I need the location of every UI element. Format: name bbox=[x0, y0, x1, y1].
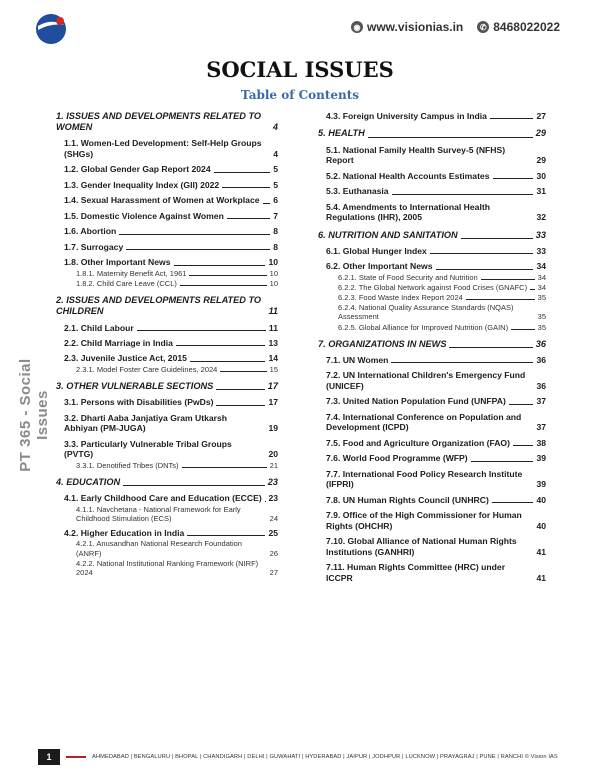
toc-entry-page: 11 bbox=[268, 306, 278, 317]
side-label: PT 365 - Social Issues bbox=[17, 358, 51, 472]
toc-leader-line bbox=[430, 253, 534, 254]
toc-entry-page: 8 bbox=[273, 241, 278, 252]
toc-entry-title: 6.2.2. The Global Network against Food Crises (GNAFC) bbox=[338, 282, 528, 292]
toc-entry[interactable] bbox=[318, 128, 546, 139]
contact-info bbox=[351, 20, 560, 34]
toc-entry[interactable] bbox=[318, 111, 546, 121]
toc-entry[interactable] bbox=[56, 397, 278, 407]
toc-entry-page: 33 bbox=[536, 245, 546, 256]
toc-entry[interactable] bbox=[318, 412, 546, 433]
toc-entry-title: 1.4. Sexual Harassment of Women at Workplace bbox=[64, 195, 260, 206]
toc-leader-line bbox=[174, 265, 266, 266]
toc-entry[interactable] bbox=[56, 111, 278, 133]
toc-leader-line bbox=[391, 362, 533, 363]
toc-entry[interactable] bbox=[318, 396, 546, 406]
toc-entry[interactable] bbox=[56, 477, 278, 488]
toc-entry[interactable] bbox=[318, 370, 546, 391]
toc-entry-title: 1.8.2. Child Care Leave (CCL) bbox=[76, 278, 177, 288]
toc-entry[interactable] bbox=[318, 510, 546, 531]
toc-entry-title: 1.6. Abortion bbox=[64, 226, 117, 237]
toc-leader-line bbox=[214, 172, 271, 173]
toc-entry-page: 17 bbox=[268, 397, 278, 408]
toc-entry-page: 38 bbox=[536, 437, 546, 448]
toc-entry-page: 21 bbox=[269, 460, 278, 470]
toc-entry-page: 7 bbox=[273, 210, 278, 221]
toc-entry-title: 4. EDUCATION bbox=[56, 476, 121, 487]
toc-entry-title: 7.2. UN International Children's Emergency Fund (UNICEF) bbox=[326, 370, 526, 391]
toc-entry-page: 6 bbox=[273, 195, 278, 206]
toc-entry[interactable] bbox=[318, 186, 546, 196]
toc-entry[interactable] bbox=[56, 461, 278, 470]
toc-entry-title: 1. ISSUES AND DEVELOPMENTS RELATED TO WOMEN bbox=[56, 111, 262, 133]
toc-leader-line bbox=[182, 467, 267, 468]
toc-entry[interactable] bbox=[318, 355, 546, 365]
toc-entry-title: 3. OTHER VULNERABLE SECTIONS bbox=[56, 381, 214, 392]
cities-text: AHMEDABAD | BENGALURU | BHOPAL | CHANDIGARH | DELHI | GUWAHATI | HYDERABAD | JAIPUR | JODHPUR | LUCKNOW | PRAYAGRAJ | PUNE | RANCHI bbox=[92, 754, 524, 760]
toc-entry-page: 32 bbox=[536, 212, 546, 223]
toc-leader-line bbox=[180, 285, 267, 286]
toc-entry-title: 6.2.3. Food Waste Index Report 2024 bbox=[338, 293, 463, 303]
toc-entry[interactable] bbox=[318, 246, 546, 256]
toc-entry-title: 1.7. Surrogacy bbox=[64, 241, 124, 252]
toc-entry[interactable] bbox=[318, 495, 546, 505]
toc-entry-title: 7.9. Office of the High Commissioner for Human Rights (OHCHR) bbox=[326, 510, 522, 531]
toc-entry[interactable] bbox=[56, 257, 278, 267]
toc-entry-title: 7.1. UN Women bbox=[326, 354, 389, 365]
toc-entry-page: 40 bbox=[536, 520, 546, 531]
toc-entry[interactable] bbox=[56, 381, 278, 392]
toc-entry[interactable] bbox=[318, 536, 546, 557]
toc-entry[interactable] bbox=[56, 295, 278, 317]
footer-cities bbox=[92, 754, 558, 760]
toc-entry-title: 6.1. Global Hunger Index bbox=[326, 245, 427, 256]
toc-entry-page: 39 bbox=[536, 479, 546, 490]
phone-icon: ✆ bbox=[477, 21, 489, 33]
page-title: SOCIAL ISSUES bbox=[206, 57, 394, 82]
toc-entry[interactable] bbox=[318, 469, 546, 490]
toc-leader-line bbox=[481, 279, 535, 280]
toc-entry[interactable] bbox=[56, 242, 278, 252]
toc-entry[interactable] bbox=[56, 559, 278, 577]
toc-entry[interactable] bbox=[56, 505, 278, 523]
footer-brand: © Vision IAS bbox=[524, 754, 558, 760]
toc-entry[interactable] bbox=[318, 562, 546, 583]
toc-leader-line bbox=[220, 371, 266, 372]
toc-right-column bbox=[318, 111, 546, 583]
toc-entry-title: 6. NUTRITION AND SANITATION bbox=[318, 229, 458, 240]
toc-entry[interactable] bbox=[56, 493, 278, 503]
toc-leader-line bbox=[392, 194, 534, 195]
toc-leader-line bbox=[137, 330, 266, 331]
toc-leader-line bbox=[530, 289, 535, 290]
toc-entry-page: 24 bbox=[269, 513, 278, 523]
page-footer bbox=[38, 748, 568, 766]
toc-entry-page: 39 bbox=[536, 453, 546, 464]
toc-entry[interactable] bbox=[318, 202, 546, 223]
toc-entry[interactable] bbox=[56, 365, 278, 374]
toc-entry-title: 7.6. World Food Programme (WFP) bbox=[326, 453, 468, 464]
toc-entry[interactable] bbox=[318, 453, 546, 463]
toc-entry-title: 3.3.1. Denotified Tribes (DNTs) bbox=[76, 460, 179, 470]
toc-entry-page: 41 bbox=[536, 546, 546, 557]
toc-leader-line bbox=[187, 535, 265, 536]
vision-ias-logo-icon bbox=[34, 12, 68, 46]
phone-item bbox=[477, 20, 560, 34]
toc-entry-title: 7. ORGANIZATIONS IN NEWS bbox=[318, 338, 447, 349]
toc-entry-title: 6.2.1. State of Food Security and Nutrition bbox=[338, 272, 478, 282]
toc-entry-title: 1.5. Domestic Violence Against Women bbox=[64, 210, 224, 221]
toc-entry-title: 3.3. Particularly Vulnerable Tribal Groups (PVTG) bbox=[64, 438, 232, 460]
website-item bbox=[351, 20, 463, 34]
toc-leader-line bbox=[509, 404, 534, 405]
toc-entry-title: 5.3. Euthanasia bbox=[326, 186, 389, 197]
toc-entry[interactable] bbox=[318, 171, 546, 181]
toc-entry-title: 1.2. Global Gender Gap Report 2024 bbox=[64, 164, 211, 175]
toc-leader-line bbox=[176, 345, 266, 346]
toc-leader-line bbox=[123, 485, 265, 486]
toc-entry-page: 30 bbox=[536, 170, 546, 181]
toc-entry-page: 19 bbox=[268, 423, 278, 434]
toc-entry-title: 4.2.1. Anusandhan National Research Foundation (ANRF) bbox=[76, 539, 242, 558]
toc-entry-page: 41 bbox=[536, 572, 546, 583]
toc-entry-page: 5 bbox=[273, 179, 278, 190]
toc-entry-title: 3.2. Dharti Aaba Janjatiya Gram Utkarsh Abhiyan (PM-JUGA) bbox=[64, 412, 228, 434]
toc-entry-title: 5.2. National Health Accounts Estimates bbox=[326, 170, 490, 181]
toc-leader-line bbox=[493, 178, 534, 179]
toc-subtitle: Table of Contents bbox=[240, 88, 360, 102]
toc-leader-line bbox=[222, 187, 270, 188]
toc-leader-line bbox=[227, 218, 270, 219]
toc-entry[interactable] bbox=[318, 145, 546, 166]
toc-entry-page: 29 bbox=[535, 128, 546, 139]
toc-entry[interactable] bbox=[318, 438, 546, 448]
toc-entry-title: 1.8. Other Important News bbox=[64, 257, 171, 268]
toc-entry[interactable] bbox=[56, 353, 278, 363]
toc-entry-title: 7.10. Global Alliance of National Human Rights Institutions (GANHRI) bbox=[326, 536, 517, 557]
toc-entry-title: 7.3. United Nation Population Fund (UNFPA) bbox=[326, 396, 506, 407]
toc-leader-line bbox=[471, 461, 534, 462]
toc-entry[interactable] bbox=[56, 195, 278, 205]
toc-entry[interactable] bbox=[56, 279, 278, 288]
toc-leader-line bbox=[190, 361, 266, 362]
toc-entry-title: 2. ISSUES AND DEVELOPMENTS RELATED TO CHILDREN bbox=[56, 295, 262, 317]
toc-entry[interactable] bbox=[56, 226, 278, 236]
toc-entry-page: 34 bbox=[537, 272, 546, 282]
toc-entry-title: 4.1. Early Childhood Care and Education (ECCE) bbox=[64, 493, 262, 504]
toc-entry[interactable] bbox=[56, 138, 278, 159]
toc-leader-line bbox=[216, 389, 265, 390]
toc-entry-page: 36 bbox=[535, 338, 546, 349]
toc-entry-page: 40 bbox=[536, 494, 546, 505]
toc-entry-title: 1.3. Gender Inequality Index (GII) 2022 bbox=[64, 179, 220, 190]
toc-entry-page: 10 bbox=[269, 268, 278, 278]
phone-text: 8468022022 bbox=[493, 20, 560, 34]
toc-entry-page: 4 bbox=[272, 122, 278, 133]
toc-entry-page: 27 bbox=[269, 567, 278, 577]
toc-entry-page: 13 bbox=[268, 338, 278, 348]
toc-entry-page: 8 bbox=[273, 226, 278, 237]
toc-entry-page: 31 bbox=[536, 186, 546, 197]
toc-entry-title: 2.3.1. Model Foster Care Guidelines, 2024 bbox=[76, 364, 218, 374]
toc-entry-title: 2.1. Child Labour bbox=[64, 322, 134, 333]
toc-entry-page: 29 bbox=[536, 155, 546, 166]
toc-entry[interactable] bbox=[318, 323, 546, 332]
toc-entry-title: 7.11. Human Rights Committee (HRC) under ICCPR bbox=[326, 562, 506, 583]
toc-entry-title: 4.3. Foreign University Campus in India bbox=[326, 111, 487, 121]
toc-leader-line bbox=[216, 405, 265, 406]
toc-entry[interactable] bbox=[56, 338, 278, 348]
toc-entry-page: 27 bbox=[536, 111, 546, 121]
toc-leader-line bbox=[461, 238, 533, 239]
toc-entry-page: 35 bbox=[537, 322, 546, 332]
toc-entry-title: 4.1.1. Navchetana - National Framework for Early Childhood Stimulation (ECS) bbox=[76, 504, 241, 523]
toc-entry[interactable] bbox=[318, 261, 546, 271]
toc-entry-page: 35 bbox=[537, 312, 546, 322]
toc-entry[interactable] bbox=[56, 439, 278, 460]
toc-entry-page: 14 bbox=[268, 353, 278, 364]
page-number: 1 bbox=[38, 749, 60, 765]
toc-entry-title: 6.2.4. National Quality Assurance Standards (NQAS) Assessment bbox=[338, 303, 514, 322]
toc-entry-page: 37 bbox=[536, 422, 546, 433]
toc-entry[interactable] bbox=[56, 180, 278, 190]
toc-entry-title: 3.1. Persons with Disabilities (PwDs) bbox=[64, 397, 214, 408]
toc-entry-title: 7.8. UN Human Rights Council (UNHRC) bbox=[326, 494, 489, 505]
toc-entry-title: 2.2. Child Marriage in India bbox=[64, 338, 173, 348]
toc-leader-line bbox=[466, 299, 535, 300]
toc-entry-page: 10 bbox=[269, 278, 278, 288]
toc-leader-line bbox=[126, 249, 270, 250]
toc-left-column bbox=[56, 111, 278, 578]
toc-entry-title: 7.7. International Food Policy Research Institute (IFPRI) bbox=[326, 468, 523, 490]
toc-leader-line bbox=[513, 445, 533, 446]
toc-entry[interactable] bbox=[318, 273, 546, 282]
toc-entry-page: 23 bbox=[267, 476, 278, 487]
toc-leader-line bbox=[119, 234, 270, 235]
footer-divider bbox=[66, 756, 86, 758]
toc-entry-page: 17 bbox=[267, 381, 278, 392]
toc-entry[interactable] bbox=[56, 323, 278, 333]
toc-entry-title: 2.3. Juvenile Justice Act, 2015 bbox=[64, 353, 187, 364]
toc-entry-title: 1.1. Women-Led Development: Self-Help Groups (SHGs) bbox=[64, 138, 262, 159]
toc-entry-page: 36 bbox=[536, 380, 546, 391]
toc-entry-title: 5. HEALTH bbox=[318, 128, 365, 139]
toc-entry[interactable] bbox=[318, 293, 546, 302]
toc-leader-line bbox=[368, 137, 533, 138]
toc-entry-page: 26 bbox=[269, 548, 278, 558]
toc-entry-page: 15 bbox=[269, 364, 278, 374]
toc-entry-page: 34 bbox=[536, 261, 546, 272]
toc-entry-title: 6.2. Other Important News bbox=[326, 261, 433, 272]
website-text[interactable]: www.visionias.in bbox=[367, 20, 464, 34]
toc-entry-title: 7.5. Food and Agriculture Organization (FAO) bbox=[326, 437, 510, 448]
toc-entry[interactable] bbox=[318, 339, 546, 350]
toc-leader-line bbox=[511, 329, 535, 330]
toc-entry-title: 4.2.2. National Institutional Ranking Framework (NIRF) 2024 bbox=[76, 558, 259, 577]
toc-entry[interactable] bbox=[56, 164, 278, 174]
toc-entry[interactable] bbox=[56, 539, 278, 557]
toc-entry[interactable] bbox=[318, 303, 546, 321]
toc-leader-line bbox=[492, 502, 534, 503]
toc-leader-line bbox=[449, 347, 532, 348]
page-header bbox=[0, 6, 600, 46]
toc-entry-title: 1.8.1. Maternity Benefit Act, 1961 bbox=[76, 268, 187, 278]
toc-entry-title: 5.1. National Family Health Survey-5 (NFHS) Report bbox=[326, 144, 506, 166]
toc-entry-page: 11 bbox=[268, 322, 278, 333]
toc-entry-page: 36 bbox=[536, 354, 546, 365]
toc-leader-line bbox=[265, 501, 266, 502]
toc-entry-title: 6.2.5. Global Alliance for Improved Nutrition (GAIN) bbox=[338, 322, 509, 332]
toc-entry-page: 10 bbox=[268, 257, 278, 268]
toc-entry[interactable] bbox=[56, 211, 278, 221]
toc-entry-page: 33 bbox=[535, 229, 546, 240]
globe-icon: ◉ bbox=[351, 21, 363, 33]
toc-entry-page: 37 bbox=[536, 396, 546, 407]
toc-entry[interactable] bbox=[56, 413, 278, 434]
toc-entry[interactable] bbox=[318, 230, 546, 241]
toc-entry-page: 23 bbox=[268, 493, 278, 504]
toc-entry[interactable] bbox=[318, 283, 546, 292]
toc-leader-line bbox=[263, 203, 271, 204]
toc-entry-title: 7.4. International Conference on Population and Development (ICPD) bbox=[326, 411, 522, 433]
toc-entry-page: 25 bbox=[268, 527, 278, 538]
toc-entry-title: 4.2. Higher Education in India bbox=[64, 527, 185, 538]
toc-leader-line bbox=[436, 269, 534, 270]
toc-entry-page: 35 bbox=[537, 293, 546, 303]
toc-entry-page: 4 bbox=[273, 148, 278, 159]
toc-leader-line bbox=[490, 118, 534, 119]
toc-entry[interactable] bbox=[56, 528, 278, 538]
toc-entry-page: 20 bbox=[268, 449, 278, 460]
toc-entry[interactable] bbox=[56, 269, 278, 278]
toc-leader-line bbox=[189, 275, 266, 276]
toc-entry-page: 5 bbox=[273, 164, 278, 175]
toc-entry-title: 5.4. Amendments to International Health Regulations (IHR), 2005 bbox=[326, 201, 490, 223]
toc-entry-page: 34 bbox=[537, 282, 546, 292]
